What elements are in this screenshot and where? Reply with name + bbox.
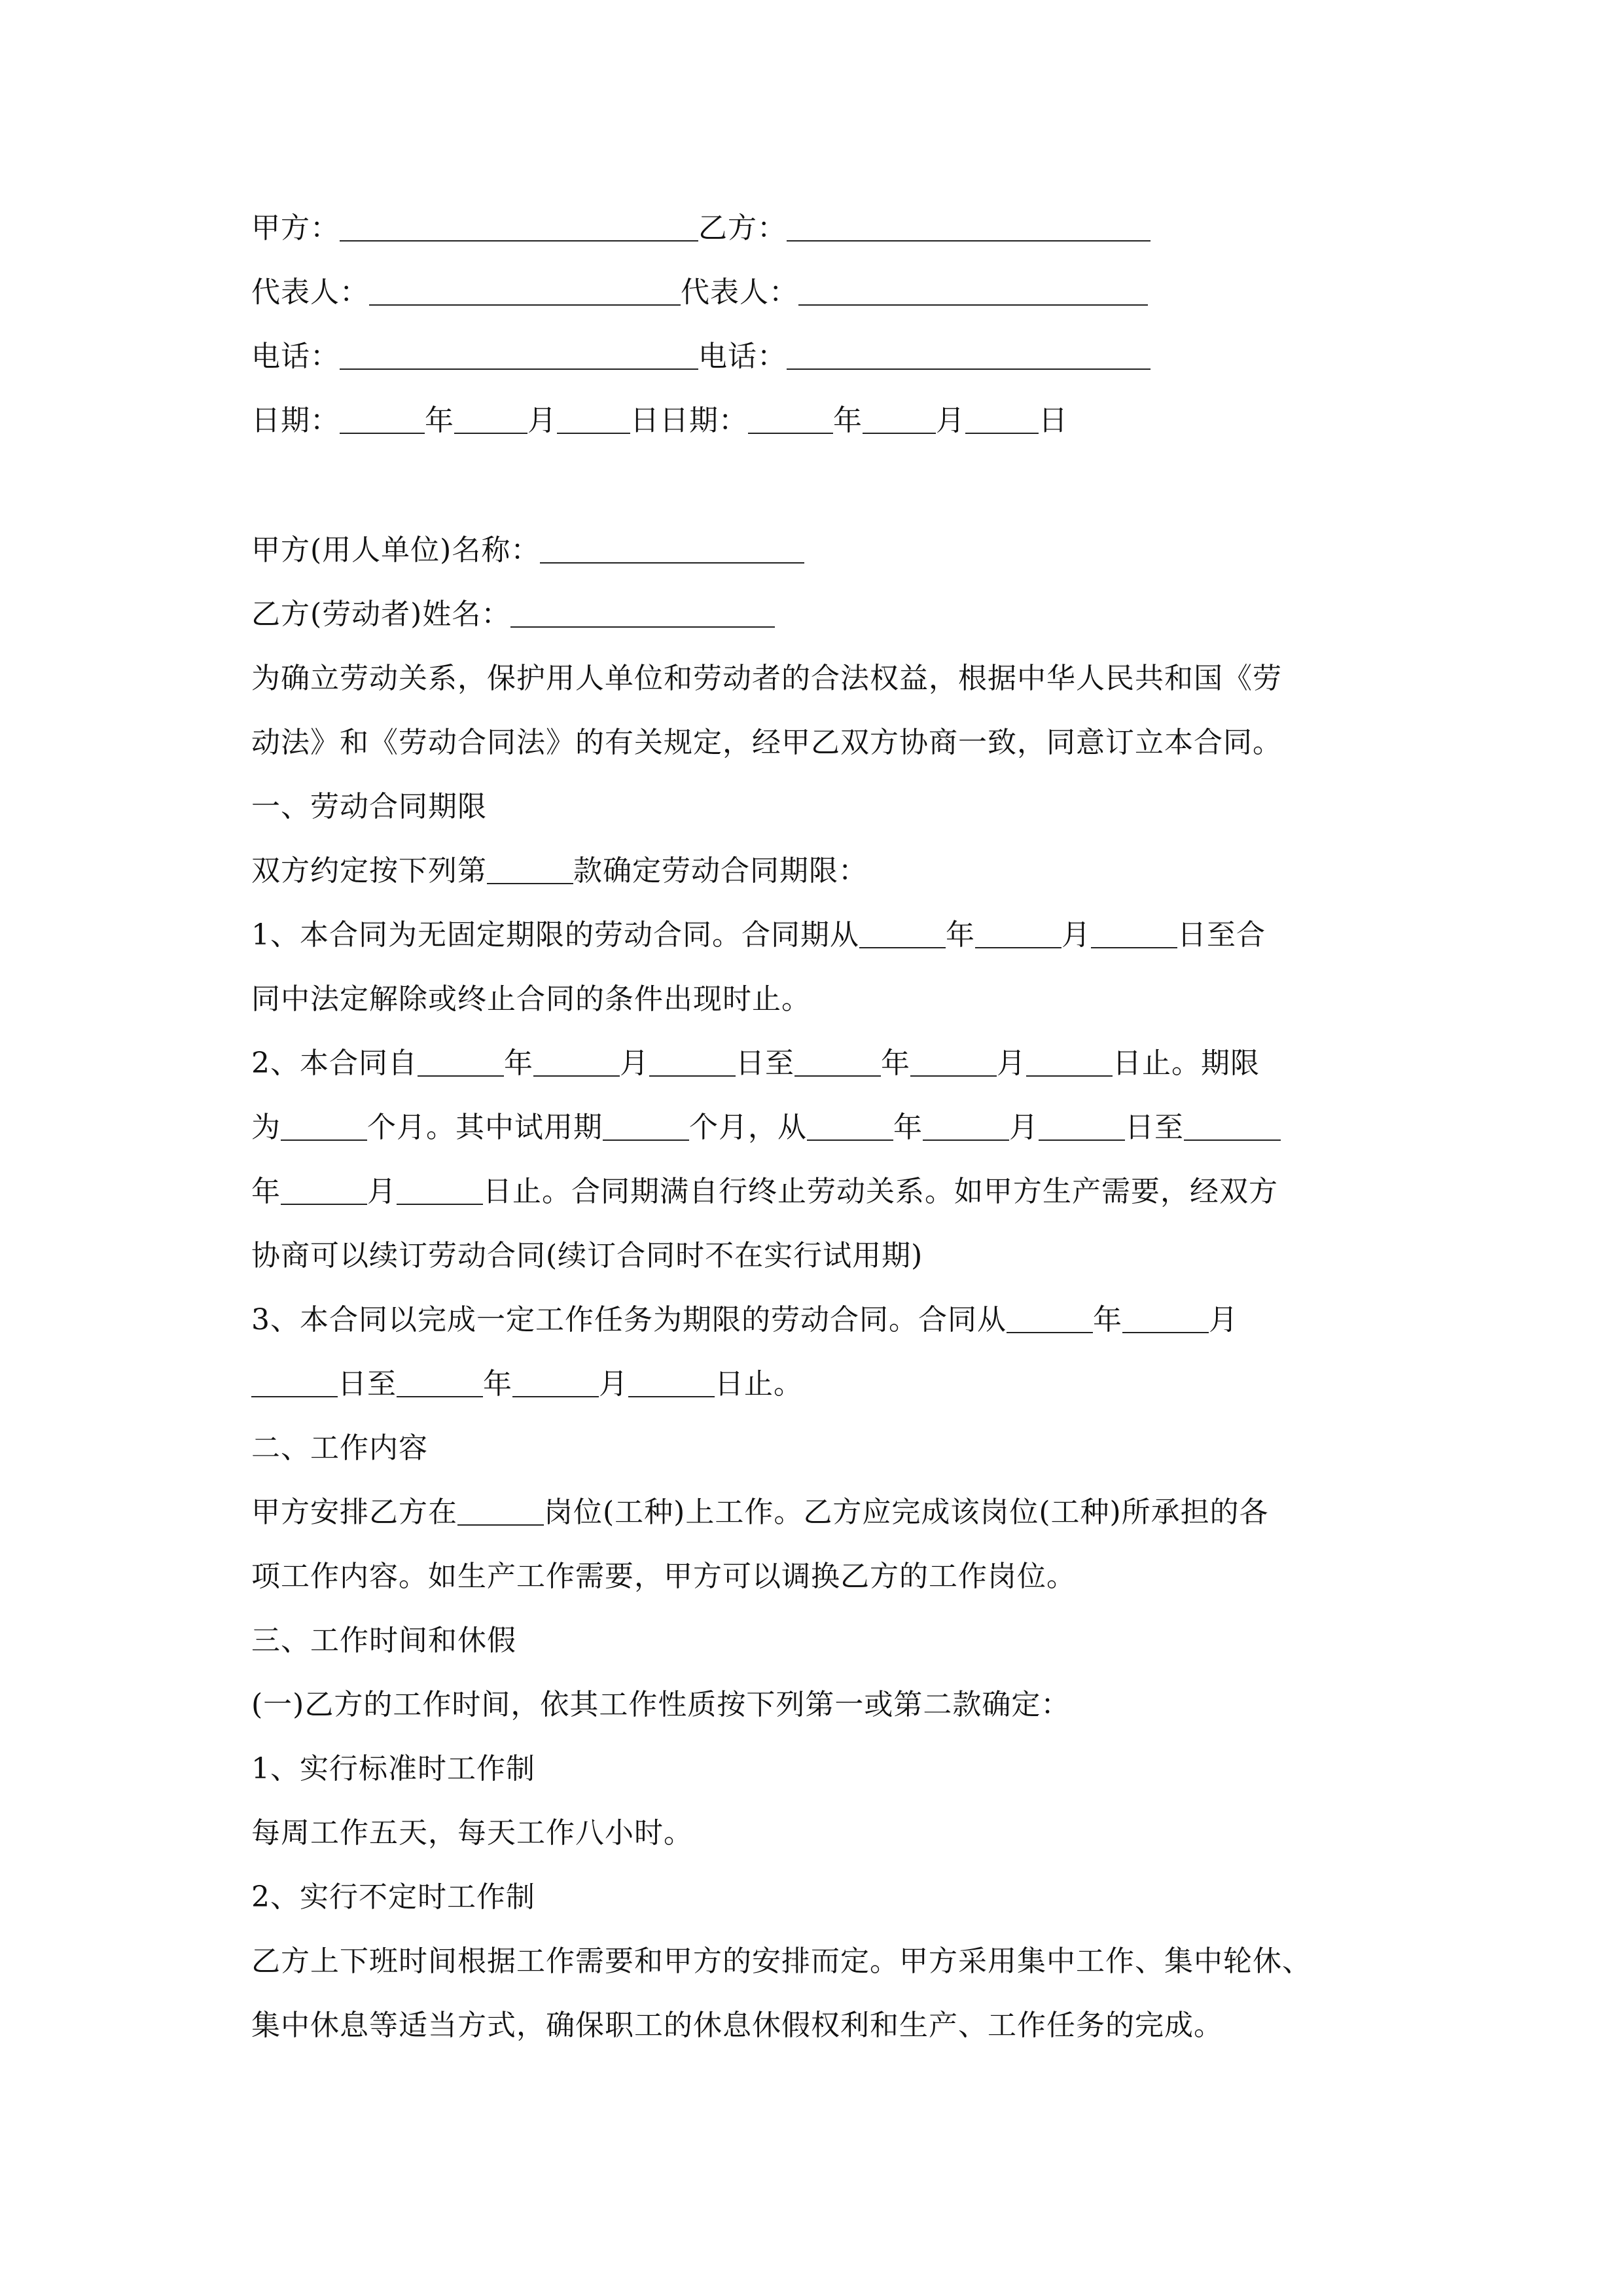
section-3-title: 三、工作时间和休假 [251,1624,516,1657]
day-label: 日 [630,404,660,437]
text: 3、本合同以完成一定工作任务为期限的劳动合同。合同从 [251,1303,1007,1336]
blank [863,406,936,434]
blank [1026,1049,1113,1077]
employer-blank [540,536,804,564]
clause-1-2-line-2 [251,1110,1403,1145]
blank [557,406,630,434]
blank [628,1370,715,1397]
tel-b-blank [787,342,1150,370]
employee-label: 乙方(劳动者)姓名： [251,598,511,631]
clause-1-2-line-3 [251,1174,1403,1210]
section-3-line-1: (一)乙方的工作时间，依其工作性质按下列第一或第二款确定： [251,1688,1071,1721]
rep-b-blank [798,278,1148,306]
blank [1091,921,1177,948]
month-label: 月 [620,1047,649,1080]
blank [1039,1113,1125,1141]
section-1-title: 一、劳动合同期限 [251,790,487,823]
month-label: 月 [1009,1111,1039,1144]
year-label: 年 [833,404,863,437]
header-party-row [251,211,1403,246]
section-1-choose [251,853,1403,889]
month-label: 月 [599,1367,628,1401]
section-2-title: 二、工作内容 [251,1431,428,1465]
blank [397,1370,483,1397]
month-label: 月 [1061,918,1091,952]
year-label: 年 [251,1175,281,1208]
clause-1-1-line-2: 同中法定解除或终止合同的条件出现时止。 [251,982,811,1016]
blank [748,406,833,434]
text: 甲方安排乙方在 [251,1496,457,1529]
intro-line-1: 为确立劳动关系，保护用人单位和劳动者的合法权益，根据中华人民共和国《劳 [251,662,1282,695]
year-label: 年 [1093,1303,1122,1336]
text: 1、本合同为无固定期限的劳动合同。合同期从 [251,918,859,952]
blank [910,1049,997,1077]
blank [965,406,1039,434]
blank [512,1370,599,1397]
section-3-line-2: 1、实行标准时工作制 [251,1752,535,1785]
text: 岗位(工种)上工作。乙方应完成该岗位(工种)所承担的各 [544,1496,1269,1529]
blank [1184,1113,1281,1141]
section-3-line-5: 乙方上下班时间根据工作需要和甲方的安排而定。甲方采用集中工作、集中轮休、 [251,1945,1311,1978]
month-label: 月 [997,1047,1026,1080]
blank [454,406,527,434]
text: 2、本合同自 [251,1047,418,1080]
text: 日止。合同期满自行终止劳动关系。如甲方生产需要，经双方 [483,1175,1278,1208]
section-3-line-3: 每周工作五天，每天工作八小时。 [251,1816,693,1850]
party-b-label: 乙方： [698,211,787,245]
year-label: 年 [881,1047,910,1080]
month-label: 月 [367,1175,397,1208]
blank [281,1177,367,1205]
section-2-line-2: 项工作内容。如生产工作需要，甲方可以调换乙方的工作岗位。 [251,1560,1076,1593]
employer-label: 甲方(用人单位)名称： [251,533,541,567]
text: 日至 [338,1367,397,1401]
rep-a-blank [369,278,681,306]
header-rep-row [251,275,1403,310]
text: 为 [251,1111,281,1144]
header-date-row [251,403,1403,439]
tel-b-label: 电话： [698,340,787,373]
clause-1-3-line-1 [251,1302,1403,1338]
tel-a-blank [340,342,698,370]
blank [975,921,1061,948]
section-2-line-1 [251,1495,1403,1530]
clause-1-3-line-2 [251,1367,1403,1402]
day-label: 日 [1039,404,1068,437]
clause-1-2-line-1 [251,1046,1403,1081]
month-label: 月 [527,404,557,437]
party-b-blank [787,214,1150,242]
date-b-label: 日期： [660,404,748,437]
rep-a-label: 代表人： [251,276,369,309]
section-3-line-6: 集中休息等适当方式，确保职工的休息休假权利和生产、工作任务的完成。 [251,2009,1223,2042]
party-a-label: 甲方： [251,211,340,245]
year-label: 年 [483,1367,512,1401]
text: 款确定劳动合同期限： [573,854,868,888]
section-3-line-4: 2、实行不定时工作制 [251,1880,535,1914]
text: 日至 [736,1047,794,1080]
year-label: 年 [946,918,975,952]
blank [807,1113,893,1141]
clause-1-2-line-4: 协商可以续订劳动合同(续订合同时不在实行试用期) [251,1239,923,1272]
employer-row [251,533,1403,568]
party-a-blank [340,214,698,242]
text: 日止。 [715,1367,803,1401]
intro-line-2: 动法》和《劳动合同法》的有关规定，经甲乙双方协商一致，同意订立本合同。 [251,726,1282,759]
blank [340,406,425,434]
clause-1-1-line-1 [251,918,1403,953]
text: 个月，从 [689,1111,807,1144]
text: 双方约定按下列第 [251,854,487,888]
year-label: 年 [504,1047,533,1080]
month-label: 月 [1209,1303,1238,1336]
text: 日至 [1125,1111,1184,1144]
blank [397,1177,483,1205]
blank [487,857,573,884]
rep-b-label: 代表人： [681,276,798,309]
employee-row [251,597,1403,632]
blank [603,1113,689,1141]
year-label: 年 [893,1111,923,1144]
blank [1007,1306,1093,1333]
text: 日止。期限 [1113,1047,1260,1080]
blank [457,1498,544,1526]
header-tel-row [251,339,1403,374]
blank [649,1049,736,1077]
date-a-label: 日期： [251,404,340,437]
blank [859,921,946,948]
month-label: 月 [936,404,965,437]
blank [251,1370,338,1397]
blank [794,1049,881,1077]
employee-blank [510,600,775,628]
blank [418,1049,504,1077]
text: 个月。其中试用期 [367,1111,603,1144]
blank [923,1113,1009,1141]
blank [533,1049,620,1077]
blank [281,1113,367,1141]
tel-a-label: 电话： [251,340,340,373]
text: 日至合 [1177,918,1266,952]
year-label: 年 [425,404,454,437]
blank [1122,1306,1209,1333]
